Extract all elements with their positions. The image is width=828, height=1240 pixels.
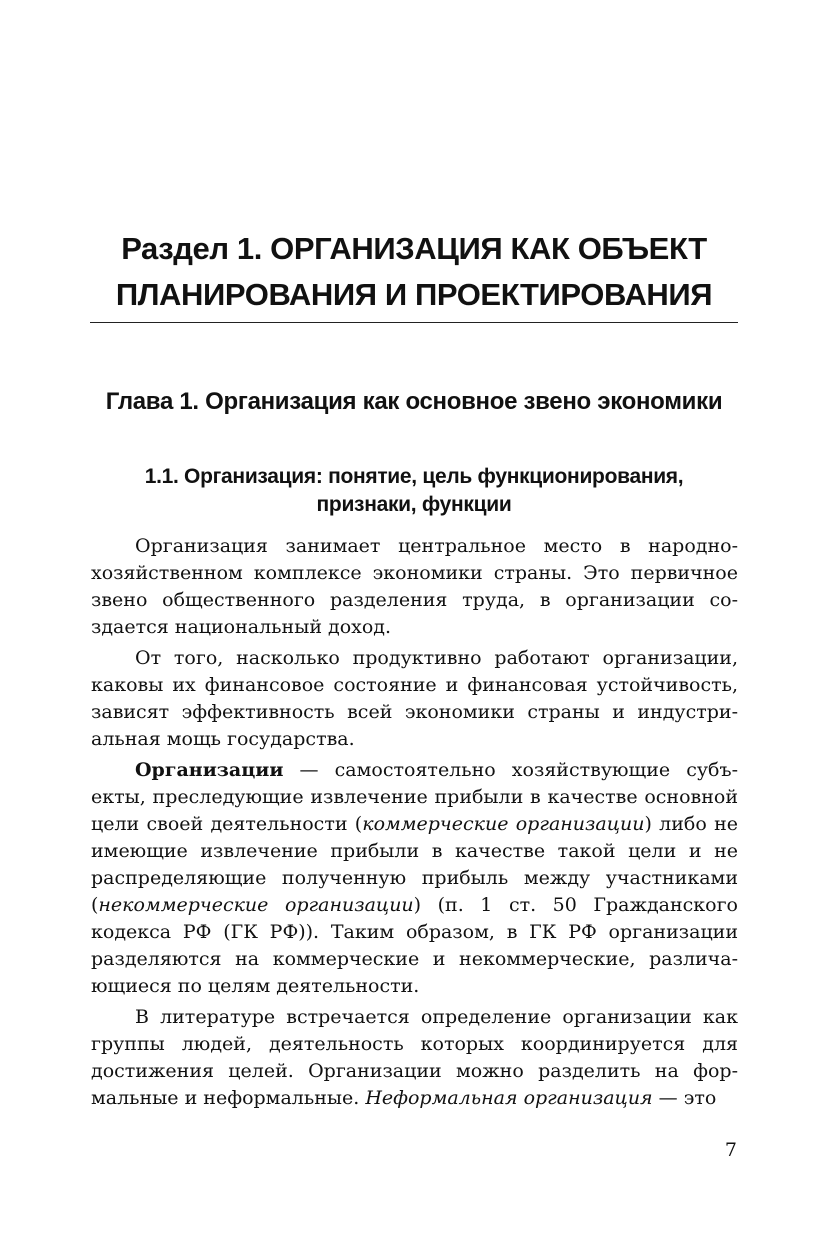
- term-noncommercial-organizations: некоммерческие организации: [98, 894, 414, 916]
- subsection-title-line-2: признаки, функции: [316, 493, 512, 516]
- paragraph-3-text-a: — самостоятельно хозяйствующие субъекты, преследующие извлечение прибыли в качестве основной цели своей деятельности (: [91, 759, 738, 835]
- page-number: 7: [724, 1139, 737, 1161]
- term-organizations: Организации: [135, 759, 284, 781]
- section-divider: [90, 322, 738, 323]
- paragraph-3-text-b: ) либо не имеющие извлечение прибыли в качестве такой цели и не распределяющие полученную прибыль между участниками (: [91, 813, 738, 916]
- paragraph-3-text-c: ) (п. 1 ст. 50 Гражданского кодекса РФ (ГК РФ)). Таким образом, в ГК РФ организации разделяются на коммерческие и некоммерческие, различающиеся по целям деятельности.: [91, 894, 738, 997]
- subsection-title-line-1: 1.1. Организация: понятие, цель функционирования,: [144, 465, 684, 488]
- paragraph-2: От того, насколько продуктивно работают организации, каковы их финансовое состояние и финансовая устойчивость, зависят эффективность всей экономики страны и индустриальная мощь государства.: [91, 647, 738, 750]
- section-title-line-1: Раздел 1. ОРГАНИЗАЦИЯ КАК ОБЪЕКТ: [121, 231, 707, 266]
- paragraph-4: [91, 1004, 738, 1112]
- term-commercial-organizations: коммерческие организации: [362, 813, 645, 835]
- paragraph-3: [91, 757, 738, 1000]
- paragraph-1: Организация занимает центральное место в народнохозяйственном комплексе экономики страны. Это первичное звено общественного разделения труда, в организации создается национальный доход.: [91, 535, 738, 638]
- subsection-title: [90, 463, 738, 519]
- section-title: [90, 226, 738, 318]
- section-title-line-2: ПЛАНИРОВАНИЯ И ПРОЕКТИРОВАНИЯ: [115, 277, 713, 312]
- paragraph-4-text-b: — это: [652, 1087, 717, 1109]
- chapter-title: Глава 1. Организация как основное звено экономики: [105, 388, 723, 415]
- body-text: [91, 533, 738, 1112]
- term-informal-organization: Неформальная организация: [365, 1087, 653, 1109]
- paragraph-4-text-a: В литературе встречается определение организации как группы людей, деятельность которых координируется для достижения целей. Организации можно разделить на формальные и неформальные.: [91, 1006, 738, 1109]
